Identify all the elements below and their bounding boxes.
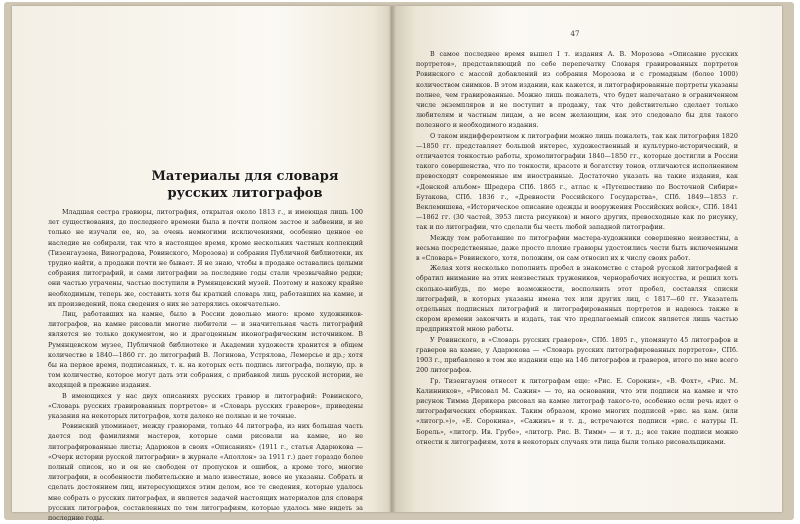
paragraph: Лиц, работавших на камне, было в России довольно много: кроме художников-литографов, на камне рисовали многие любители — и значительная часть литографий является не только документом, но и драгоценным иконографическим источником. В Румянцевском музее, Публичной библиотеке и Академии художеств хранится в общем количестве в 1840—1860 гг. до литографий В. Логинова, Устрялова, Лемерсье и др.; хотя бы на первое время, подписанных, т. к. на которых есть подпись литографа, полную, пр. в том количестве, которое могут дать эти собрания, с прибавкой лишь русской истории, не входящей в прежние издания.: [48, 310, 363, 390]
paragraph: Ровинский упоминает, между гравюрами, только 44 литографа, из них большая часть дается под фамилиями мастеров, которые сами рисовали на камне, но не литографированные листы; Адарюков в своих «Описаниях» (1911 г., статья Адарюкова — «Очерк истории русской литографии» в журнале «Аполлон» за 1911 г.) дает гораздо более полный список, но и он не свободен от пропусков и ошибок, а кроме того, многие литографии, в особенности любительские и мало известные, вовсе не указаны. Собрать и сделать достоянием лиц, интересующихся этим делом, все те сведения, которые удалось мне собрать о русских литографах, и является задачей настоящих материалов для словаря русских литографов, составленных по тем литографиям, которые удалось мне видеть за последние годы.: [48, 422, 363, 523]
page-number: 47: [570, 30, 580, 38]
heading-line-1: Материалы для словаря: [151, 169, 339, 184]
paragraph: Гр. Тизенгаузен отнесет к литографам еще: «Рис. Е. Сорокин», «В. Фохт», «Рис. М. Калинников», «Рисовал М. Сажин» — то, на основании, что эти подписи на камне и что рисунок Тимма Дерикера рисовал на камне литограф такого-то, особенно если речь идет о литографических сборниках. Таким образом, кроме многих подписей «рис. на кам. (или «литогр.»)», «Е. Сорокина», «Сажинъ» и т. д., встречаются подписи «рис. с натуры П. Борель», «литогр. Ив. Грубе», «литогр. Рис. В. Тимм» — и т. д.; все такие подписи можно отнести к литографиям, хотя в некоторых случаях эти лица были только рисовальщиками.: [416, 376, 738, 446]
paragraph: Между тем работавшие по литографии мастера-художники совершенно неизвестны, а весьма посредственные, даже просто плохие гравюры удостоились чести быть включенными в «Словарь» Ровинского, хотя, положим, он сам относил их к числу своих работ.: [416, 233, 738, 263]
paragraph: Младшая сестра гравюры, литография, открытая около 1813 г., и имеющая лишь 100 лет существования, до последнего времени была в почти полном застое и забвении, и не только не изучали ее, но, за очень немногими исключениями, особенно ценное ее наследие не собирали, так что в настоящее время, кроме нескольких частных коллекций (Тизенгаузена, Виноградова, Ровинского, Морозова) и собрания Публичной библиотеки, их трудно найти, а продажи почти не бывает. Я не знаю, чтобы в продаже оставались целыми собрания литографий, и сами литографии за последние годы стали чрезвычайно редки; они частью утрачены, частью поступили в Румянцевский музей. Поэтому и нахожу крайне необходимым, теперь же, составить хотя бы краткий словарь лиц, работавших на камне, и их произведений, пока сведения о них не затерялись окончательно.: [48, 208, 363, 308]
book-gutter: [388, 6, 396, 512]
paragraph: О таком индифферентном к литографии можно лишь пожалеть, так как литография 1820—1850 гг. представляет большой интерес, художественный и культурно-исторический, и отличается тонкостью работы, хромолитографии 1840—1850 гг., которые достигли в России такого совершенства, что по тонкости, красоте и богатству тонов, отличаются исполнением превосходят современные им иностранные. Достаточно указать на такие издания, как «Донской альбом» Шредера СПб. 1865 г., атлас к «Путешествию по Восточной Сибири» Бутакова, СПб. 1836 г., «Древности Российского Государства», СПб. 1849—1853 г. Веклемишева, «Историческое описание одежды и вооружения Российских войск», СПб. 1841—1862 гг. (30 частей, 3953 листа рисунков) и много других, превосходные как по рисунку, так и по литографии, что сделали бы честь любой западной литографии.: [416, 131, 738, 232]
paragraph: Желая хотя несколько пополнить пробел в знакомстве с старой русской литографией я обратил внимание на этих неизвестных тружеников, чернорабочих искусства, и решил хоть сколько-нибудь, по мере возможности, восполнить этот пробел, составляя списки литографий, в которых указаны имена тех или других лиц, с 1817—60 гг. Указатель отдельных подписных литографий и литографированных портретов и надеюсь также в скором времени закончить и издать, так что предлагаемый список является лишь частью предпринятой мною работы.: [416, 264, 738, 334]
right-page-body: [416, 49, 738, 497]
heading-line-2: русских литографов: [167, 186, 323, 201]
section-heading: [145, 168, 345, 202]
paragraph: В самое последнее время вышел I т. издания А. В. Морозова «Описание русских портретов», представляющий по себе перепечатку Словаря гравированных портретов Ровинского с массой добавлений из собрания Морозова и с громадным (более 1000) количеством снимков. В этом издании, как кажется, и литографированные портреты указаны полнее, чем гравированные. Можно лишь пожалеть, что будет напечатано в ограниченном числе экземпляров и не поступит в продажу, так что действительно сделает только любителям и частным лицам, а не всем желающим, как это следовало бы для такого полезного и необходимого издания.: [416, 50, 738, 130]
paragraph: В имеющихся у нас двух описаниях русских гравюр и литографий: Ровинского, «Словарь русских гравированных портретов» и «Словарь русских граверов», приведены указания на некоторых литографов, хотя далеко не полные и не точные.: [48, 391, 363, 421]
paragraph: У Ровинского, в «Словарь русских граверов», СПб. 1895 г., упомянуто 45 литографов и граверов на камне, у Адарюкова — «Словарь русских литографированных портретов», СПб. 1903 г., прибавлено в том же издании еще на 146 литографов и граверов, итого по мне всего 200 литографов.: [416, 335, 738, 375]
left-page-body: [48, 207, 363, 523]
